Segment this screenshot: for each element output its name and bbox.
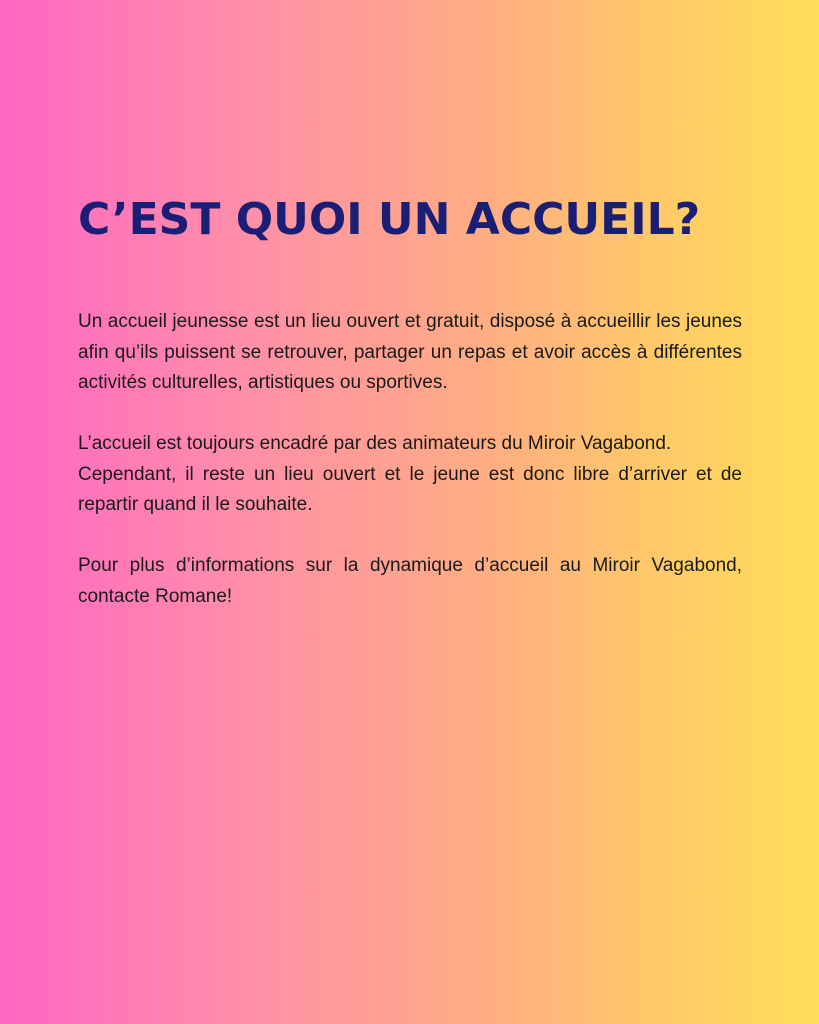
body-text xyxy=(78,307,742,612)
paragraph-spacer xyxy=(78,399,742,430)
paragraph-contact: Pour plus d’informations sur la dynamique d’accueil au Miroir Vagabond, contacte Romane! xyxy=(78,555,742,607)
paragraph-supervision: L’accueil est toujours encadré par des animateurs du Miroir Vagabond. xyxy=(78,433,672,454)
paragraph-spacer xyxy=(78,521,742,552)
paragraph-intro: Un accueil jeunesse est un lieu ouvert et gratuit, disposé à accueillir les jeunes afin qu’ils puissent se retrouver, partager un repas et avoir accès à différentes activités culturelles, artistiques ou sportives. xyxy=(78,311,742,393)
paragraph-open-place: Cependant, il reste un lieu ouvert et le jeune est donc libre d’arriver et de repartir quand il le souhaite. xyxy=(78,463,742,515)
page-title: C’EST QUOI UN ACCUEIL? xyxy=(78,194,701,245)
